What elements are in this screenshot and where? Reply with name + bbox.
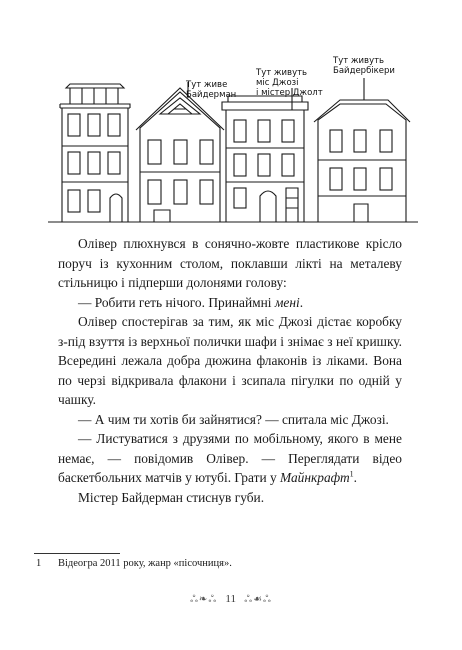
text-run: — Робити геть нічого. Принаймні xyxy=(78,294,275,310)
footnote-text: Відеогра 2011 року, жанр «пісочниця». xyxy=(58,558,232,569)
label-line: Тут живе xyxy=(186,80,228,90)
ornament-left: ஃ❧ஃ xyxy=(190,594,218,605)
house-jozie xyxy=(222,88,308,222)
label-line: міс Джозі xyxy=(256,78,299,88)
emphasis: мені xyxy=(274,294,300,310)
house-bikers xyxy=(314,78,410,222)
footnote-rule xyxy=(34,553,120,554)
footnote-ref: 1 xyxy=(349,469,354,479)
paragraph: — А чим ти хотів би зайнятися? — спитала міс Джозі. xyxy=(78,411,389,427)
emphasis: Майнкрафт xyxy=(280,470,350,485)
label-baiderman xyxy=(186,80,236,100)
page-folio xyxy=(0,593,462,606)
paragraph: Олівер плюхнувся в сонячно-жовте пластикове крісло поруч із кухонним столом, поклавши лікті на металеву стільницю і підперши долонями голову: xyxy=(58,236,402,290)
house-baiderman xyxy=(136,88,224,222)
label-line: Байдербікери xyxy=(333,66,395,76)
label-line: Тут живуть xyxy=(256,68,308,78)
page-number: 11 xyxy=(225,593,236,605)
paragraph xyxy=(58,293,402,313)
paragraph xyxy=(58,429,402,488)
text-run: — Листуватися з друзями по мобільному, якого в мене немає, — повідомив Олівер. — Переглядати відео баскетбольних матчів у ютубі. Грати у xyxy=(58,431,402,485)
label-jozie xyxy=(256,68,323,98)
house-left xyxy=(60,84,130,222)
body-text xyxy=(58,234,402,507)
footnote-number: 1 xyxy=(36,558,42,569)
label-line: Байдерман xyxy=(186,90,237,100)
footnote xyxy=(36,557,232,571)
label-line: і містер Джолт xyxy=(256,88,323,98)
paragraph: Містер Байдерман стиснув губи. xyxy=(78,489,265,505)
label-line: Тут живуть xyxy=(333,56,385,66)
paragraph: Олівер спостерігав за тим, як міс Джозі дістає коробку з-під взуття із верхньої полички шафи і знімає з неї кришку. Всередині лежала добра дюжина флаконів із ліками. Вона по черзі відкривала флакони і зсипала пігулки по одній у чашку. xyxy=(58,314,402,407)
ornament-right: ஃ☙ஃ xyxy=(244,594,272,605)
label-bikers xyxy=(333,56,395,76)
text-run: . xyxy=(353,470,358,485)
text-run: . xyxy=(299,294,304,310)
